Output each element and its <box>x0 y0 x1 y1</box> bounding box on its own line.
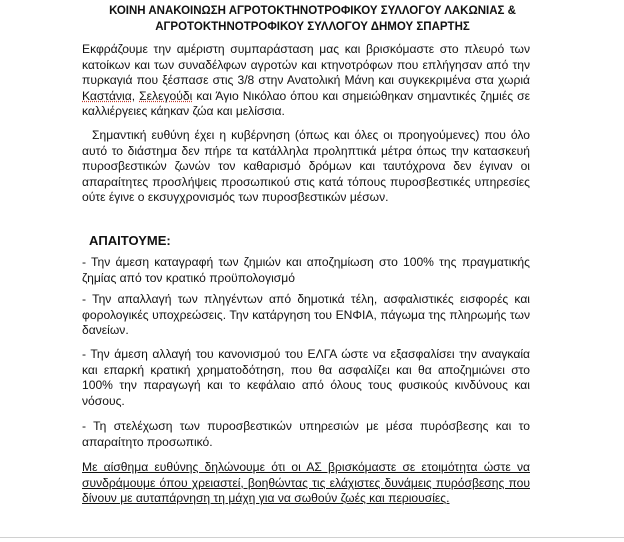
paragraph-solidarity-text-a: Εκφράζουμε την αμέριστη συμπαράσταση μας και βρισκόμαστε στο πλευρό των κατοίκων και των συναδέλφων αγροτών και κτηνοτρόφων που επλήγησαν από την πυρκαγιά που ξέσπασε στις 3/8 στην Ανατολική Μάνη και συγκεκριμένα στα χωριά <box>82 42 530 88</box>
paragraph-separator: , <box>131 88 140 103</box>
document-title-line-2: ΑΓΡΟΤΟΚΤΗΝΟΤΡΟΦΙΚΟΥ ΣΥΛΛΟΓΟΥ ΔΗΜΟΥ ΣΠΑΡΤΗΣ <box>155 21 470 33</box>
village-kastania: Καστάνια <box>82 88 132 103</box>
page-bottom-divider <box>0 537 624 538</box>
demands-heading: ΑΠΑΙΤΟΥΜΕ: <box>89 233 171 248</box>
document-title-line-1: ΚΟΙΝΗ ΑΝΑΚΟΙΝΩΣΗ ΑΓΡΟΤΟΚΤΗΝΟΤΡΟΦΙΚΟΥ ΣΥΛΛΟΓΟΥ ΛΑΚΩΝΙΑΣ & <box>109 5 516 17</box>
paragraph-government-responsibility: Σημαντική ευθύνη έχει η κυβέρνηση (όπως και όλες οι προηγούμενες) που όλο αυτό το διάστημα δεν πήρε τα κατάλληλα προληπτικά μέτρα όπως την κατασκευή πυροσβεστικών ζωνών τον καθαρισμό δρόμων και ταυτόχρονα δεν έγιναν οι απαραίτητες προσλήψεις προσωπικού στις κατά τόπους πυροσβεστικές υπηρεσίες ούτε έγινε ο εκσυγχρονισμός των πυροσβεστικών μέσων. <box>82 128 530 205</box>
paragraph-solidarity-text-b: και Άγιο Νικόλαο όπου και σημειώθηκαν σημαντικές ζημιές σε καλλιέργειες κάηκαν ζώα και μελίσσια. <box>82 88 530 119</box>
closing-statement: Με αίσθημα ευθύνης δηλώνουμε ότι οι ΑΣ βρισκόμαστε σε ετοιμότητα ώστε να συνδράμουμε όπου χρειαστεί, βοηθώντας τις ελάχιστες δυνάμεις πυρόσβεσης που δίνουν με αυταπάρνηση τη μάχη για να σωθούν ζωές και περιουσίες. <box>82 460 530 506</box>
paragraph-solidarity <box>82 42 530 120</box>
demand-item-damage-compensation: - Την άμεση καταγραφή των ζημιών και αποζημίωση στο 100% της πραγματικής ζημίας από τον κρατικό προϋπολογισμό <box>82 255 530 285</box>
demand-item-elga-regulation: - Την άμεση αλλαγή του κανονισμού του ΕΛΓΑ ώστε να εξασφαλίσει την αναγκαία και επαρκή κρατική χρηματοδότηση, που θα ασφαλίζει και θα αποζημιώνει στο 100% την παραγωγή και το κεφάλαιο από όλους τους φυσικούς κινδύνους και νόσους. <box>82 347 530 408</box>
village-selegoudi: Σελεγούδι <box>139 88 193 103</box>
demand-item-tax-relief: - Την απαλλαγή των πληγέντων από δημοτικά τέλη, ασφαλιστικές εισφορές και φορολογικές υποχρεώσεις. Την κατάργηση του ΕΝΦΙΑ, πάγωμα της πληρωμής των δανείων. <box>82 292 530 338</box>
demand-item-fire-service-staffing: - Τη στελέχωση των πυροσβεστικών υπηρεσιών με μέσα πυρόσβεσης και το απαραίτητο προσωπικό. <box>82 419 530 449</box>
